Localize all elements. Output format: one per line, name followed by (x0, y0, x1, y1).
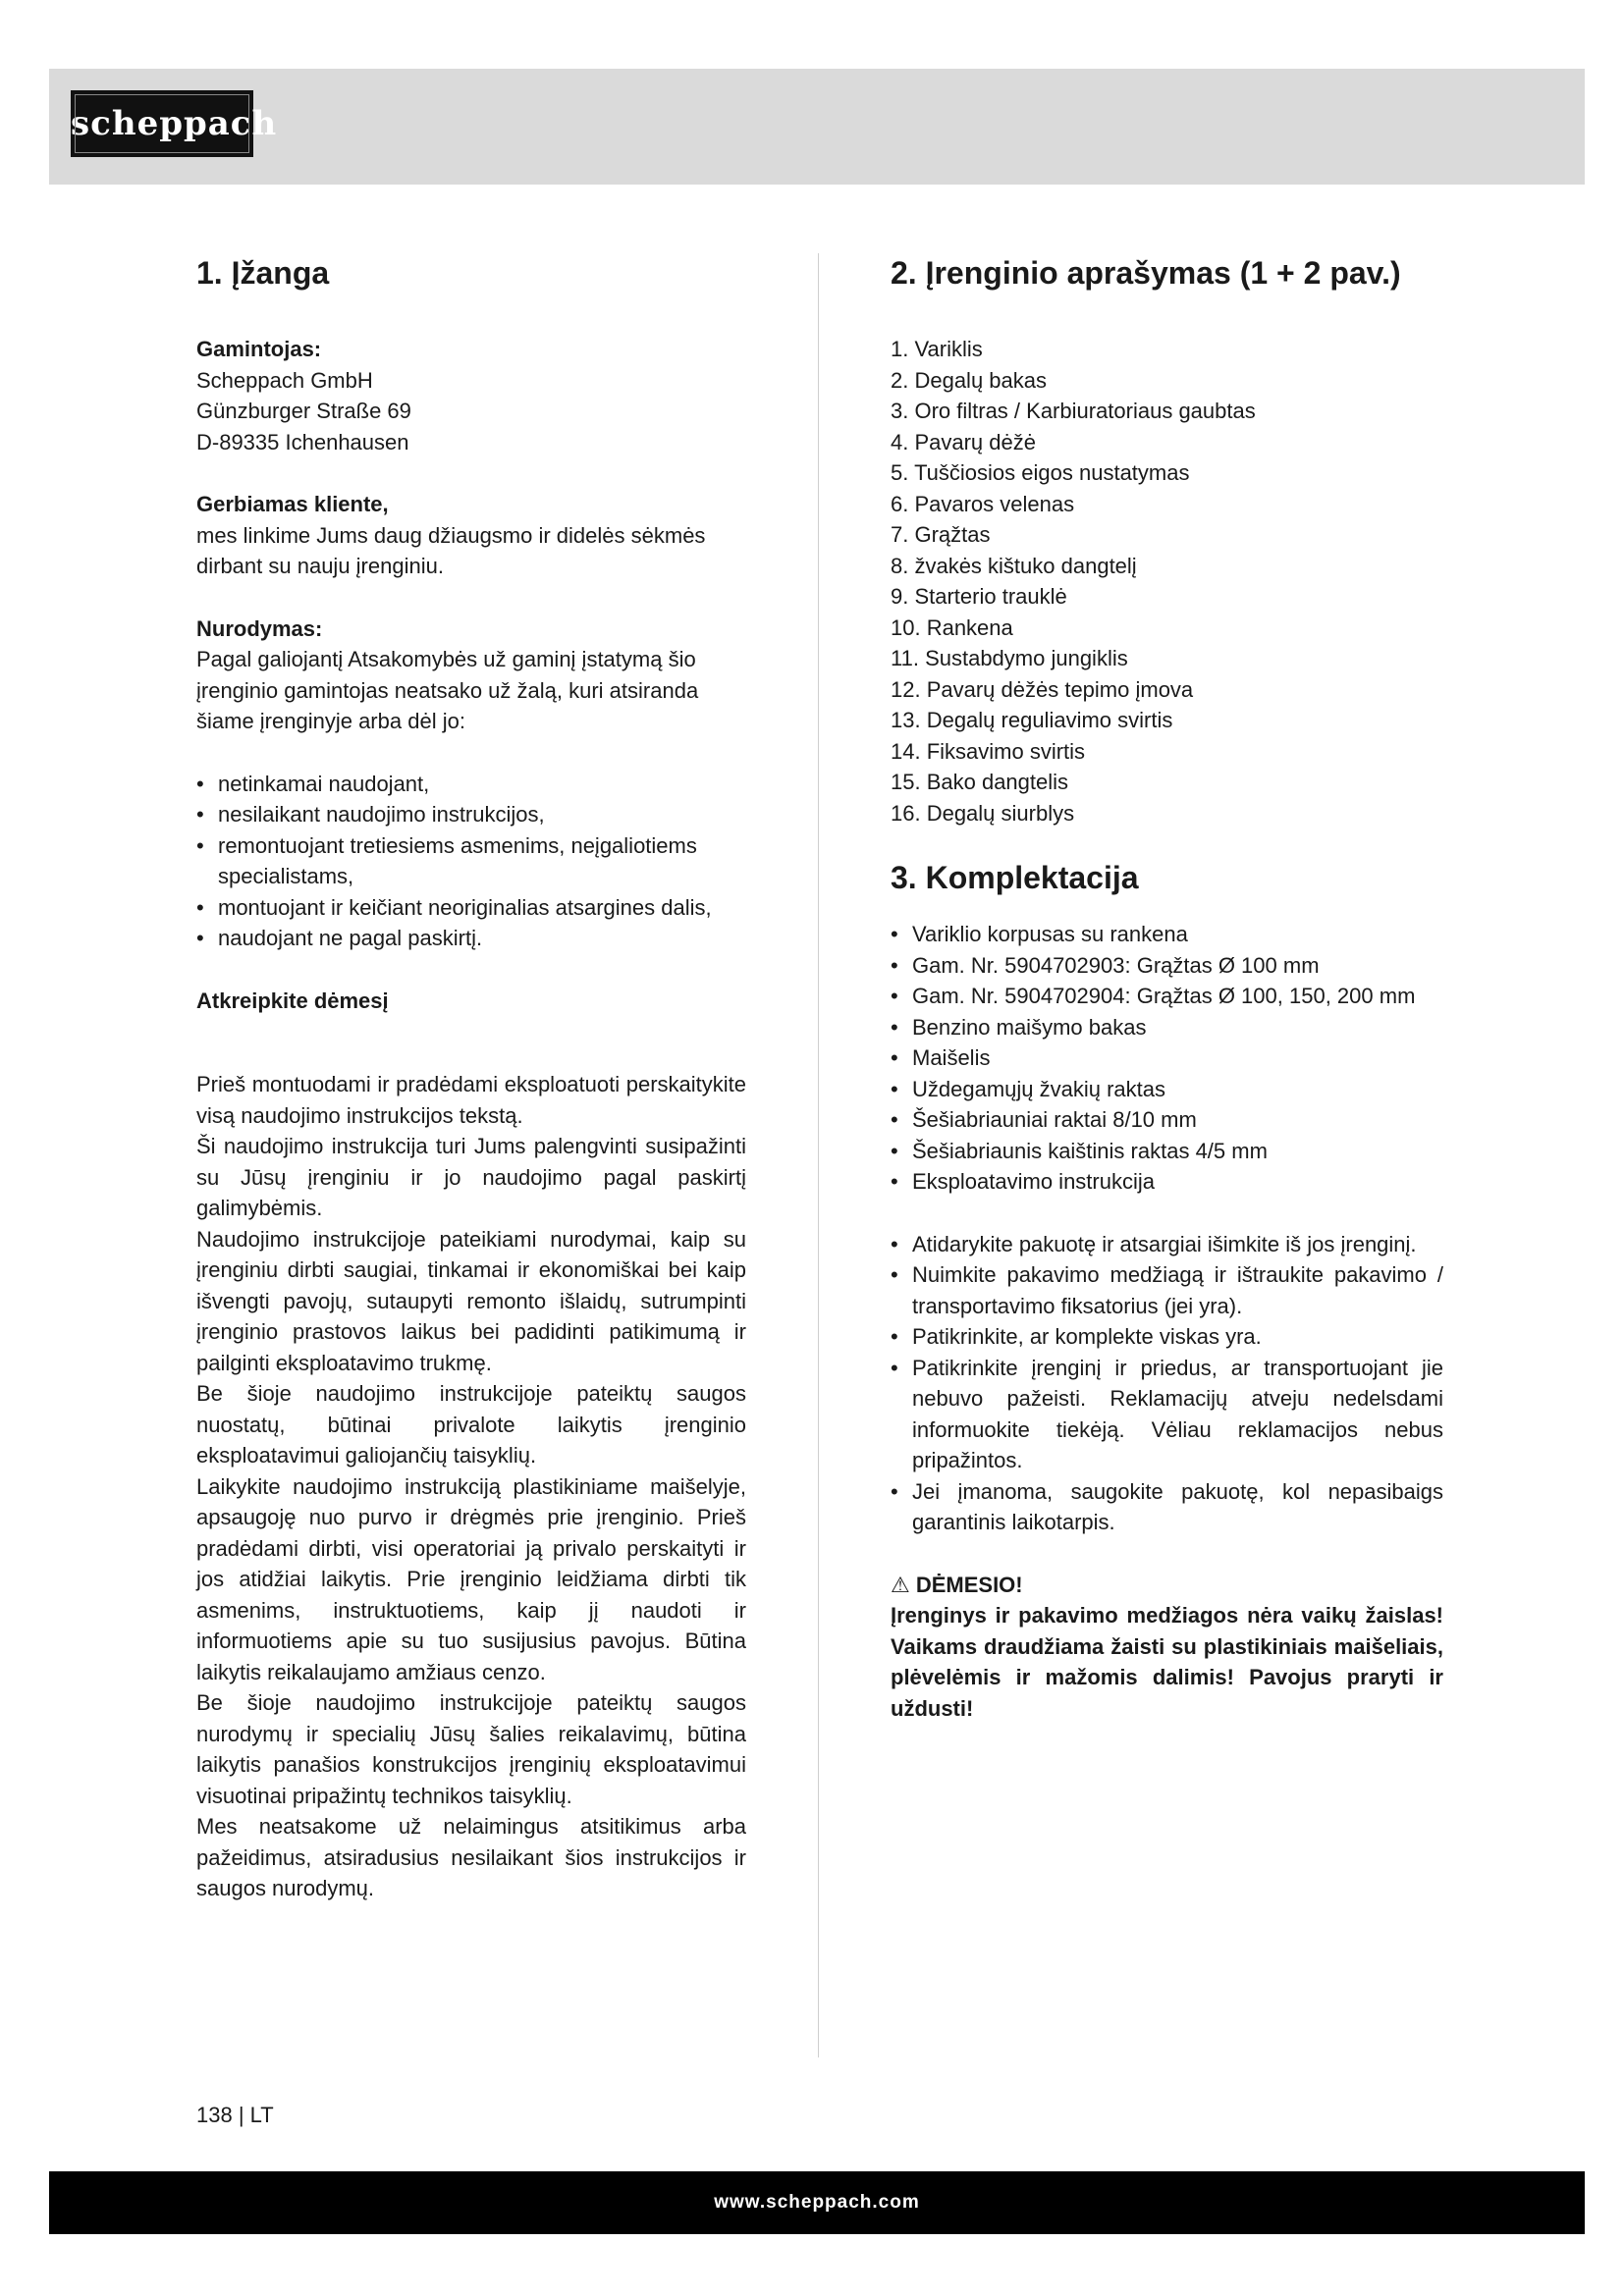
section-1-title: 1. Įžanga (196, 255, 330, 291)
attention-label: Atkreipkite dėmesį (196, 988, 389, 1013)
note-label: Nurodymas: (196, 615, 323, 641)
attention-paragraph: Laikykite naudojimo instrukciją plastikiniame maišelyje, apsaugoję nuo purvo ir drėgmės prie įrenginio. Prieš pradėdami dirbti, visi operatoriai ją privalo perskaityti ir jos atidžiai laikytis. Prie įrenginio leidžiama dirbti tik asmenims, instruktuotiems, kaip jį naudoti ir informuotiems apie su tuo susijusius pavojus. Būtina laikytis reikalaujamo amžiaus cenzo. (196, 1473, 746, 1684)
parts-list (891, 334, 1443, 828)
part-item: 16. Degalų siurblys (891, 800, 1075, 826)
manufacturer-label: Gamintojas: (196, 337, 322, 361)
attention-paragraph: Prieš montuodami ir pradėdami eksploatuoti perskaitykite visą naudojimo instrukcijos tekstą. (196, 1072, 746, 1128)
list-item: • Šešiabriaunis kaištinis raktas 4/5 mm (891, 1136, 1443, 1167)
manufacturer-line: Günzburger Straße 69 (196, 399, 411, 423)
attention-paragraph: Ši naudojimo instrukcija turi Jums palengvinti susipažinti su Jūsų įrenginiu ir jo naudojimo pagal paskirtį galimybėmis. (196, 1134, 746, 1220)
part-item: 11. Sustabdymo jungiklis (891, 646, 1128, 670)
list-item: • Gam. Nr. 5904702903: Grąžtas Ø 100 mm (891, 950, 1443, 982)
part-item: 10. Rankena (891, 614, 1013, 640)
part-item: 6. Pavaros velenas (891, 491, 1075, 516)
part-item: 3. Oro filtras / Karbiuratoriaus gaubtas (891, 399, 1256, 423)
logo-text: scheppach (71, 104, 278, 143)
attention-paragraph: Naudojimo instrukcijoje pateikiami nurodymai, kaip su įrenginiu dirbti saugiai, tinkamai ir ekonomiškai bei kaip išvengti pavojų, sutaupyti remonto išlaidų, sutrumpinti įrenginio prastovos laikus bei padidinti patikimumą ir pailginti eksploatavimo trukmę. (196, 1226, 746, 1375)
header-band (49, 69, 1585, 185)
part-item: 1. Variklis (891, 337, 983, 361)
note-text: Pagal galiojantį Atsakomybės už gaminį įstatymą šio įrenginio gamintojas neatsako už žalą, kuri atsiranda šiame įrenginyje arba dėl jo: (196, 647, 699, 733)
list-item: • Variklio korpusas su rankena (891, 919, 1443, 950)
footer-bar (49, 2171, 1585, 2234)
list-item: • Šešiabriauniai raktai 8/10 mm (891, 1104, 1443, 1136)
list-item: • remontuojant tretiesiems asmenims, neįgaliotiems specialistams, (196, 830, 746, 892)
part-item: 8. žvakės kištuko dangtelį (891, 553, 1137, 578)
part-item: 2. Degalų bakas (891, 367, 1047, 393)
warning-text: Įrenginys ir pakavimo medžiagos nėra vaikų žaislas! Vaikams draudžiama žaisti su plastikiniais maišeliais, plėvelėmis ir mažomis dalimis! Pavojus praryti ir uždusti! (891, 1603, 1443, 1721)
attention-paragraph: Be šioje naudojimo instrukcijoje pateiktų saugos nuostatų, būtinai privalote laikytis įrenginio eksploatavimui galiojančių taisyklių. (196, 1381, 746, 1468)
list-item: • netinkamai naudojant, (196, 769, 746, 800)
part-item: 14. Fiksavimo svirtis (891, 738, 1086, 764)
note-list (196, 769, 746, 954)
footer-url[interactable]: www.scheppach.com (714, 2192, 920, 2213)
list-item: • Uždegamųjų žvakių raktas (891, 1074, 1443, 1105)
logo-frame (75, 94, 249, 153)
list-item: • montuojant ir keičiant neoriginalias atsargines dalis, (196, 892, 746, 924)
scheppach-logo (71, 90, 278, 157)
list-item: • naudojant ne pagal paskirtį. (196, 923, 746, 954)
right-column (891, 247, 1443, 1724)
list-item: • Atidarykite pakuotę ir atsargiai išimkite iš jos įrenginį. (891, 1229, 1443, 1260)
attention-paragraph: Be šioje naudojimo instrukcijoje pateiktų saugos nurodymų ir specialių Jūsų šalies reikalavimų, būtina laikytis panašios konstrukcijos įrenginių eksploatavimui visuotinai pripažintų technikos taisyklių. (196, 1690, 746, 1808)
column-divider (818, 253, 819, 2057)
unpack-list (891, 1229, 1443, 1538)
list-item: • Patikrinkite įrenginį ir priedus, ar transportuojant jie nebuvo pažeisti. Reklamacijų atveju nedelsdami informuokite tiekėją. Vėliau reklamacijos nebus pripažintos. (891, 1353, 1443, 1476)
scope-list (891, 919, 1443, 1198)
part-item: 15. Bako dangtelis (891, 770, 1069, 794)
warning-title: ⚠ DĖMESIO! (891, 1572, 1023, 1597)
manufacturer-line: D-89335 Ichenhausen (196, 429, 409, 454)
customer-text: mes linkime Jums daug džiaugsmo ir didelės sėkmės dirbant su nauju įrenginiu. (196, 522, 706, 578)
list-item: • Maišelis (891, 1042, 1443, 1074)
part-item: 7. Grąžtas (891, 522, 991, 547)
list-item: • Eksploatavimo instrukcija (891, 1166, 1443, 1198)
list-item: • Jei įmanoma, saugokite pakuotę, kol nepasibaigs garantinis laikotarpis. (891, 1476, 1443, 1538)
part-item: 5. Tuščiosios eigos nustatymas (891, 460, 1190, 485)
section-3-title: 3. Komplektacija (891, 860, 1139, 895)
list-item: • Patikrinkite, ar komplekte viskas yra. (891, 1321, 1443, 1353)
list-item: • Gam. Nr. 5904702904: Grąžtas Ø 100, 150, 200 mm (891, 981, 1443, 1012)
list-item: • nesilaikant naudojimo instrukcijos, (196, 799, 746, 830)
part-item: 12. Pavarų dėžės tepimo įmova (891, 676, 1194, 702)
manufacturer-line: Scheppach GmbH (196, 367, 373, 393)
customer-label: Gerbiamas kliente, (196, 492, 389, 516)
list-item: • Nuimkite pakavimo medžiagą ir ištraukite pakavimo / transportavimo fiksatorius (jei yra). (891, 1259, 1443, 1321)
part-item: 9. Starterio trauklė (891, 584, 1067, 609)
part-item: 13. Degalų reguliavimo svirtis (891, 708, 1173, 732)
part-item: 4. Pavarų dėžė (891, 429, 1036, 454)
attention-paragraph: Mes neatsakome už nelaimingus atsitikimus arba pažeidimus, atsiradusius nesilaikant šios instrukcijos ir saugos nurodymų. (196, 1814, 746, 1900)
list-item: • Benzino maišymo bakas (891, 1012, 1443, 1043)
left-column (196, 247, 746, 1904)
page-number: 138 | LT (196, 2103, 274, 2127)
section-2-title: 2. Įrenginio aprašymas (1 + 2 pav.) (891, 255, 1401, 291)
